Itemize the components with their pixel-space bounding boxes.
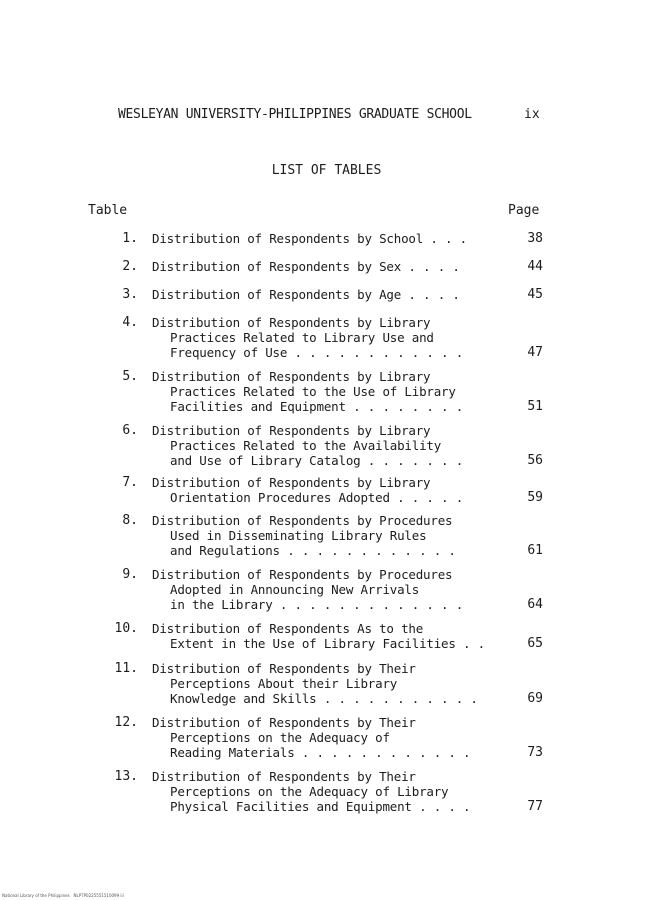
entry-title: Distribution of Respondents by Age . . . . [152, 287, 460, 302]
entry-title: Distribution of Respondents by Library [152, 475, 431, 490]
entry-number: 12. [114, 715, 138, 730]
entry-title: Distribution of Respondents by Library [152, 423, 431, 438]
entry-title: Distribution of Respondents by Procedures [152, 567, 453, 582]
entry-title-continuation: and Use of Library Catalog . . . . . . . [170, 453, 464, 468]
entry-title: Distribution of Respondents by Sex . . . . [152, 259, 460, 274]
entry-title: Distribution of Respondents by Their [152, 715, 416, 730]
entry-title-continuation: Perceptions About their Library [170, 676, 398, 691]
entry-title-continuation: Extent in the Use of Library Facilities . . [170, 636, 486, 651]
footer-source-text: National Library of the Philippines [2, 893, 70, 898]
entry-title-continuation: and Regulations . . . . . . . . . . . . [170, 543, 456, 558]
entry-page-number: 61 [527, 543, 543, 558]
entry-title: Distribution of Respondents As to the [152, 621, 424, 636]
entry-title-continuation: Reading Materials . . . . . . . . . . . . [170, 745, 471, 760]
entry-title-continuation: Knowledge and Skills . . . . . . . . . . . [170, 691, 478, 706]
footer-code: NLPTP0225551510099 iii [73, 893, 124, 898]
page-number: ix [524, 107, 540, 122]
entry-number: 3. [122, 287, 138, 302]
entry-number: 1. [122, 231, 138, 246]
entry-page-number: 38 [527, 231, 543, 246]
entry-page-number: 45 [527, 287, 543, 302]
column-header-page: Page [508, 203, 540, 218]
page-title: LIST OF TABLES [271, 163, 382, 178]
entry-title-continuation: Frequency of Use . . . . . . . . . . . . [170, 345, 464, 360]
running-header: WESLEYAN UNIVERSITY-PHILIPPINES GRADUATE SCHOOL [118, 107, 472, 122]
entry-title-continuation: Practices Related to the Use of Library [170, 384, 456, 399]
entry-number: 5. [122, 369, 138, 384]
entry-title-continuation: Perceptions on the Adequacy of [170, 730, 390, 745]
entry-title: Distribution of Respondents by Their [152, 661, 416, 676]
column-header-table: Table [88, 203, 128, 218]
entry-title-continuation: Perceptions on the Adequacy of Library [170, 784, 449, 799]
entry-title-continuation: Facilities and Equipment . . . . . . . . [170, 399, 464, 414]
entry-title: Distribution of Respondents by Their [152, 769, 416, 784]
entry-title-continuation: Orientation Procedures Adopted . . . . . [170, 490, 464, 505]
entry-number: 9. [122, 567, 138, 582]
entry-title: Distribution of Respondents by Procedures [152, 513, 453, 528]
entry-title: Distribution of Respondents by Library [152, 315, 431, 330]
entry-title-continuation: Practices Related to Library Use and [170, 330, 434, 345]
entry-title: Distribution of Respondents by School . . . [152, 231, 468, 246]
entry-page-number: 73 [527, 745, 543, 760]
entry-number: 7. [122, 475, 138, 490]
entry-number: 10. [114, 621, 138, 636]
footer-source [2, 893, 124, 898]
entry-title-continuation: Used in Disseminating Library Rules [170, 528, 427, 543]
entry-number: 4. [122, 315, 138, 330]
entry-title-continuation: Practices Related to the Availability [170, 438, 442, 453]
entry-title-continuation: Physical Facilities and Equipment . . . . [170, 799, 471, 814]
entry-page-number: 59 [527, 490, 543, 505]
entry-page-number: 44 [527, 259, 543, 274]
entry-number: 8. [122, 513, 138, 528]
entry-page-number: 64 [527, 597, 543, 612]
entry-number: 2. [122, 259, 138, 274]
entry-page-number: 51 [527, 399, 543, 414]
entry-number: 11. [114, 661, 138, 676]
entry-title-continuation: Adopted in Announcing New Arrivals [170, 582, 420, 597]
entry-page-number: 65 [527, 636, 543, 651]
entry-title-continuation: in the Library . . . . . . . . . . . . . [170, 597, 464, 612]
entry-page-number: 56 [527, 453, 543, 468]
entry-page-number: 77 [527, 799, 543, 814]
entry-title: Distribution of Respondents by Library [152, 369, 431, 384]
entry-page-number: 47 [527, 345, 543, 360]
entry-number: 13. [114, 769, 138, 784]
entry-number: 6. [122, 423, 138, 438]
entry-page-number: 69 [527, 691, 543, 706]
